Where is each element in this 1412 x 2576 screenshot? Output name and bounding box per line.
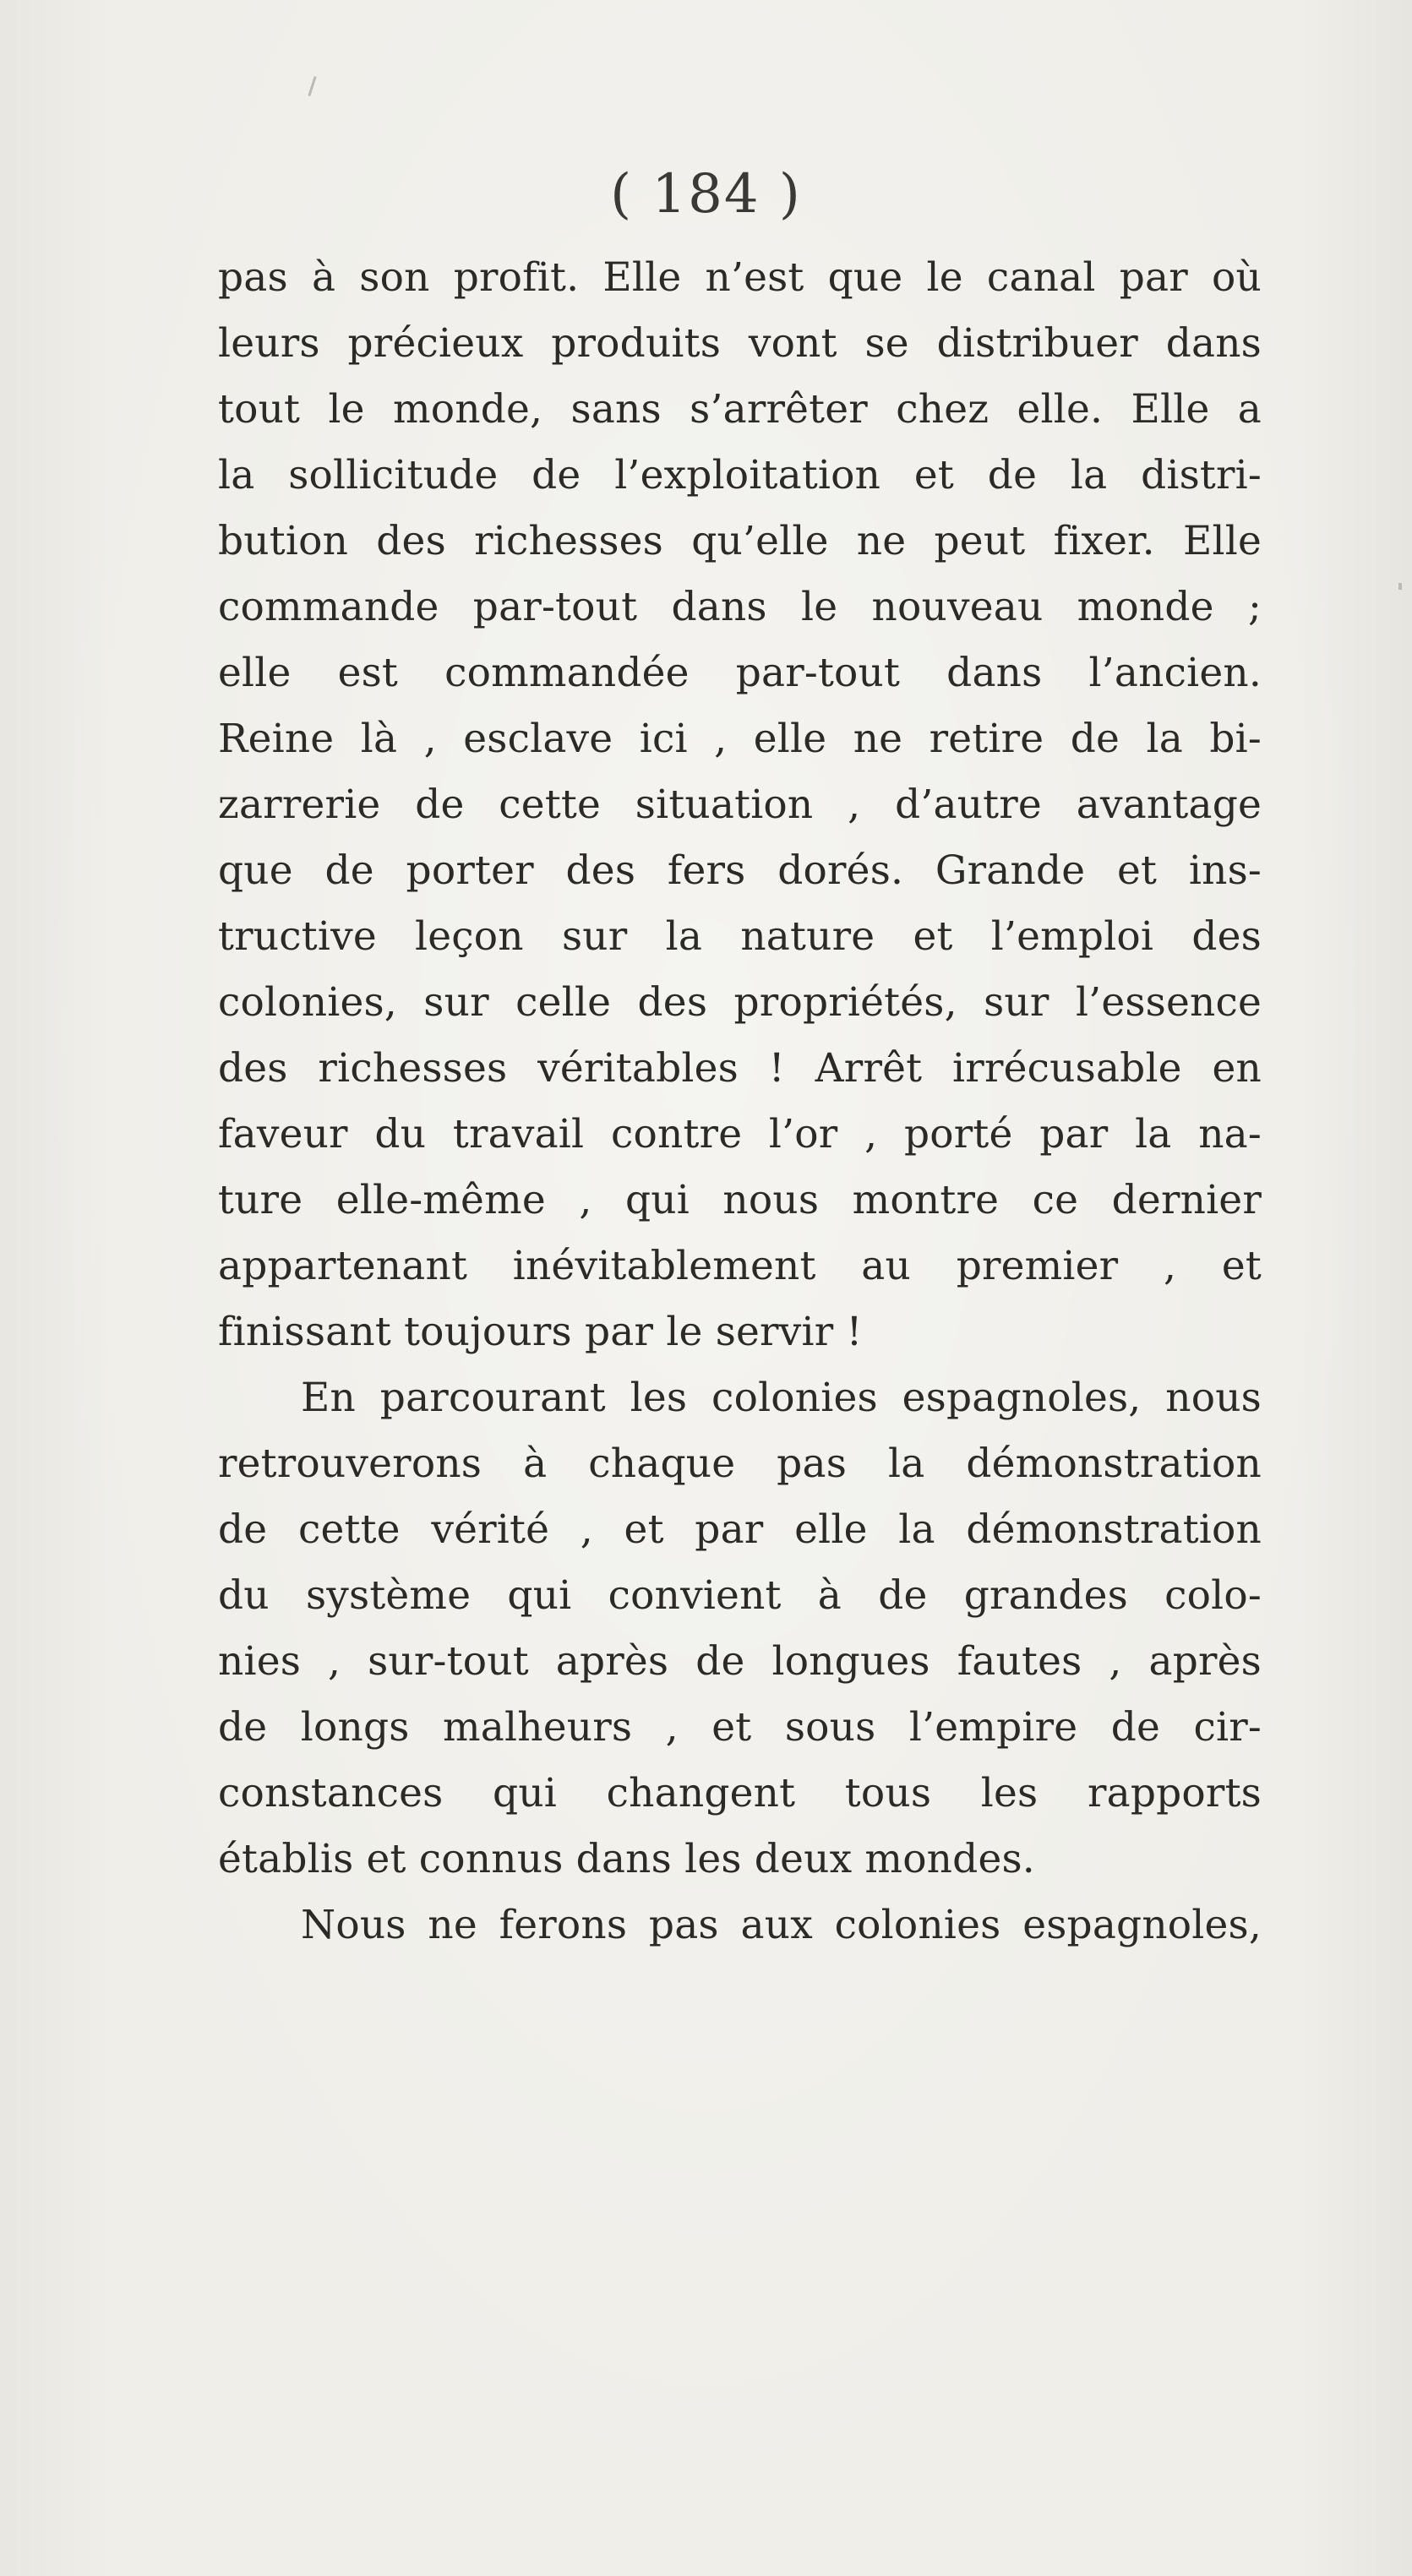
- paper-mark: [1398, 583, 1402, 590]
- text-line: leurs précieux produits vont se distribuer dans: [218, 320, 1262, 367]
- page-number: ( 184 ): [610, 163, 802, 226]
- text-line: faveur du travail contre l’or , porté par la na-: [218, 1111, 1262, 1157]
- text-line: appartenant inévitablement au premier , et: [218, 1243, 1262, 1289]
- paper-mark: [308, 76, 316, 96]
- text-line: nies , sur-tout après de longues fautes , après: [218, 1638, 1262, 1685]
- paragraph-start-line: Nous ne ferons pas aux colonies espagnoles,: [301, 1902, 1262, 1948]
- text-line: ture elle-même , qui nous montre ce dernier: [218, 1177, 1262, 1223]
- text-line: des richesses véritables ! Arrêt irrécusable en: [218, 1045, 1262, 1092]
- text-line: colonies, sur celle des propriétés, sur l’essence: [218, 979, 1262, 1026]
- paragraph-start-line: En parcourant les colonies espagnoles, nous: [301, 1375, 1262, 1421]
- text-line: établis et connus dans les deux mondes.: [218, 1836, 1035, 1882]
- text-line: bution des richesses qu’elle ne peut fixer. Elle: [218, 518, 1262, 564]
- text-line: finissant toujours par le servir !: [218, 1309, 863, 1355]
- text-line: retrouverons à chaque pas la démonstration: [218, 1440, 1262, 1487]
- text-line: Reine là , esclave ici , elle ne retire de la bi-: [218, 716, 1262, 762]
- text-line: de longs malheurs , et sous l’empire de cir-: [218, 1704, 1262, 1751]
- text-line: commande par-tout dans le nouveau monde ;: [218, 584, 1262, 630]
- text-line: de cette vérité , et par elle la démonstration: [218, 1506, 1262, 1553]
- text-line: que de porter des fers dorés. Grande et ins-: [218, 847, 1262, 894]
- text-line: pas à son profit. Elle n’est que le canal par où: [218, 254, 1262, 301]
- text-line: elle est commandée par-tout dans l’ancien.: [218, 650, 1262, 696]
- text-line: zarrerie de cette situation , d’autre avantage: [218, 782, 1262, 828]
- text-line: du système qui convient à de grandes colo-: [218, 1572, 1262, 1619]
- text-line: la sollicitude de l’exploitation et de la distri-: [218, 452, 1262, 498]
- page-text: [218, 245, 1262, 1958]
- text-line: tout le monde, sans s’arrêter chez elle. Elle a: [218, 386, 1262, 433]
- text-line: tructive leçon sur la nature et l’emploi des: [218, 913, 1262, 960]
- text-line: constances qui changent tous les rapports: [218, 1770, 1262, 1816]
